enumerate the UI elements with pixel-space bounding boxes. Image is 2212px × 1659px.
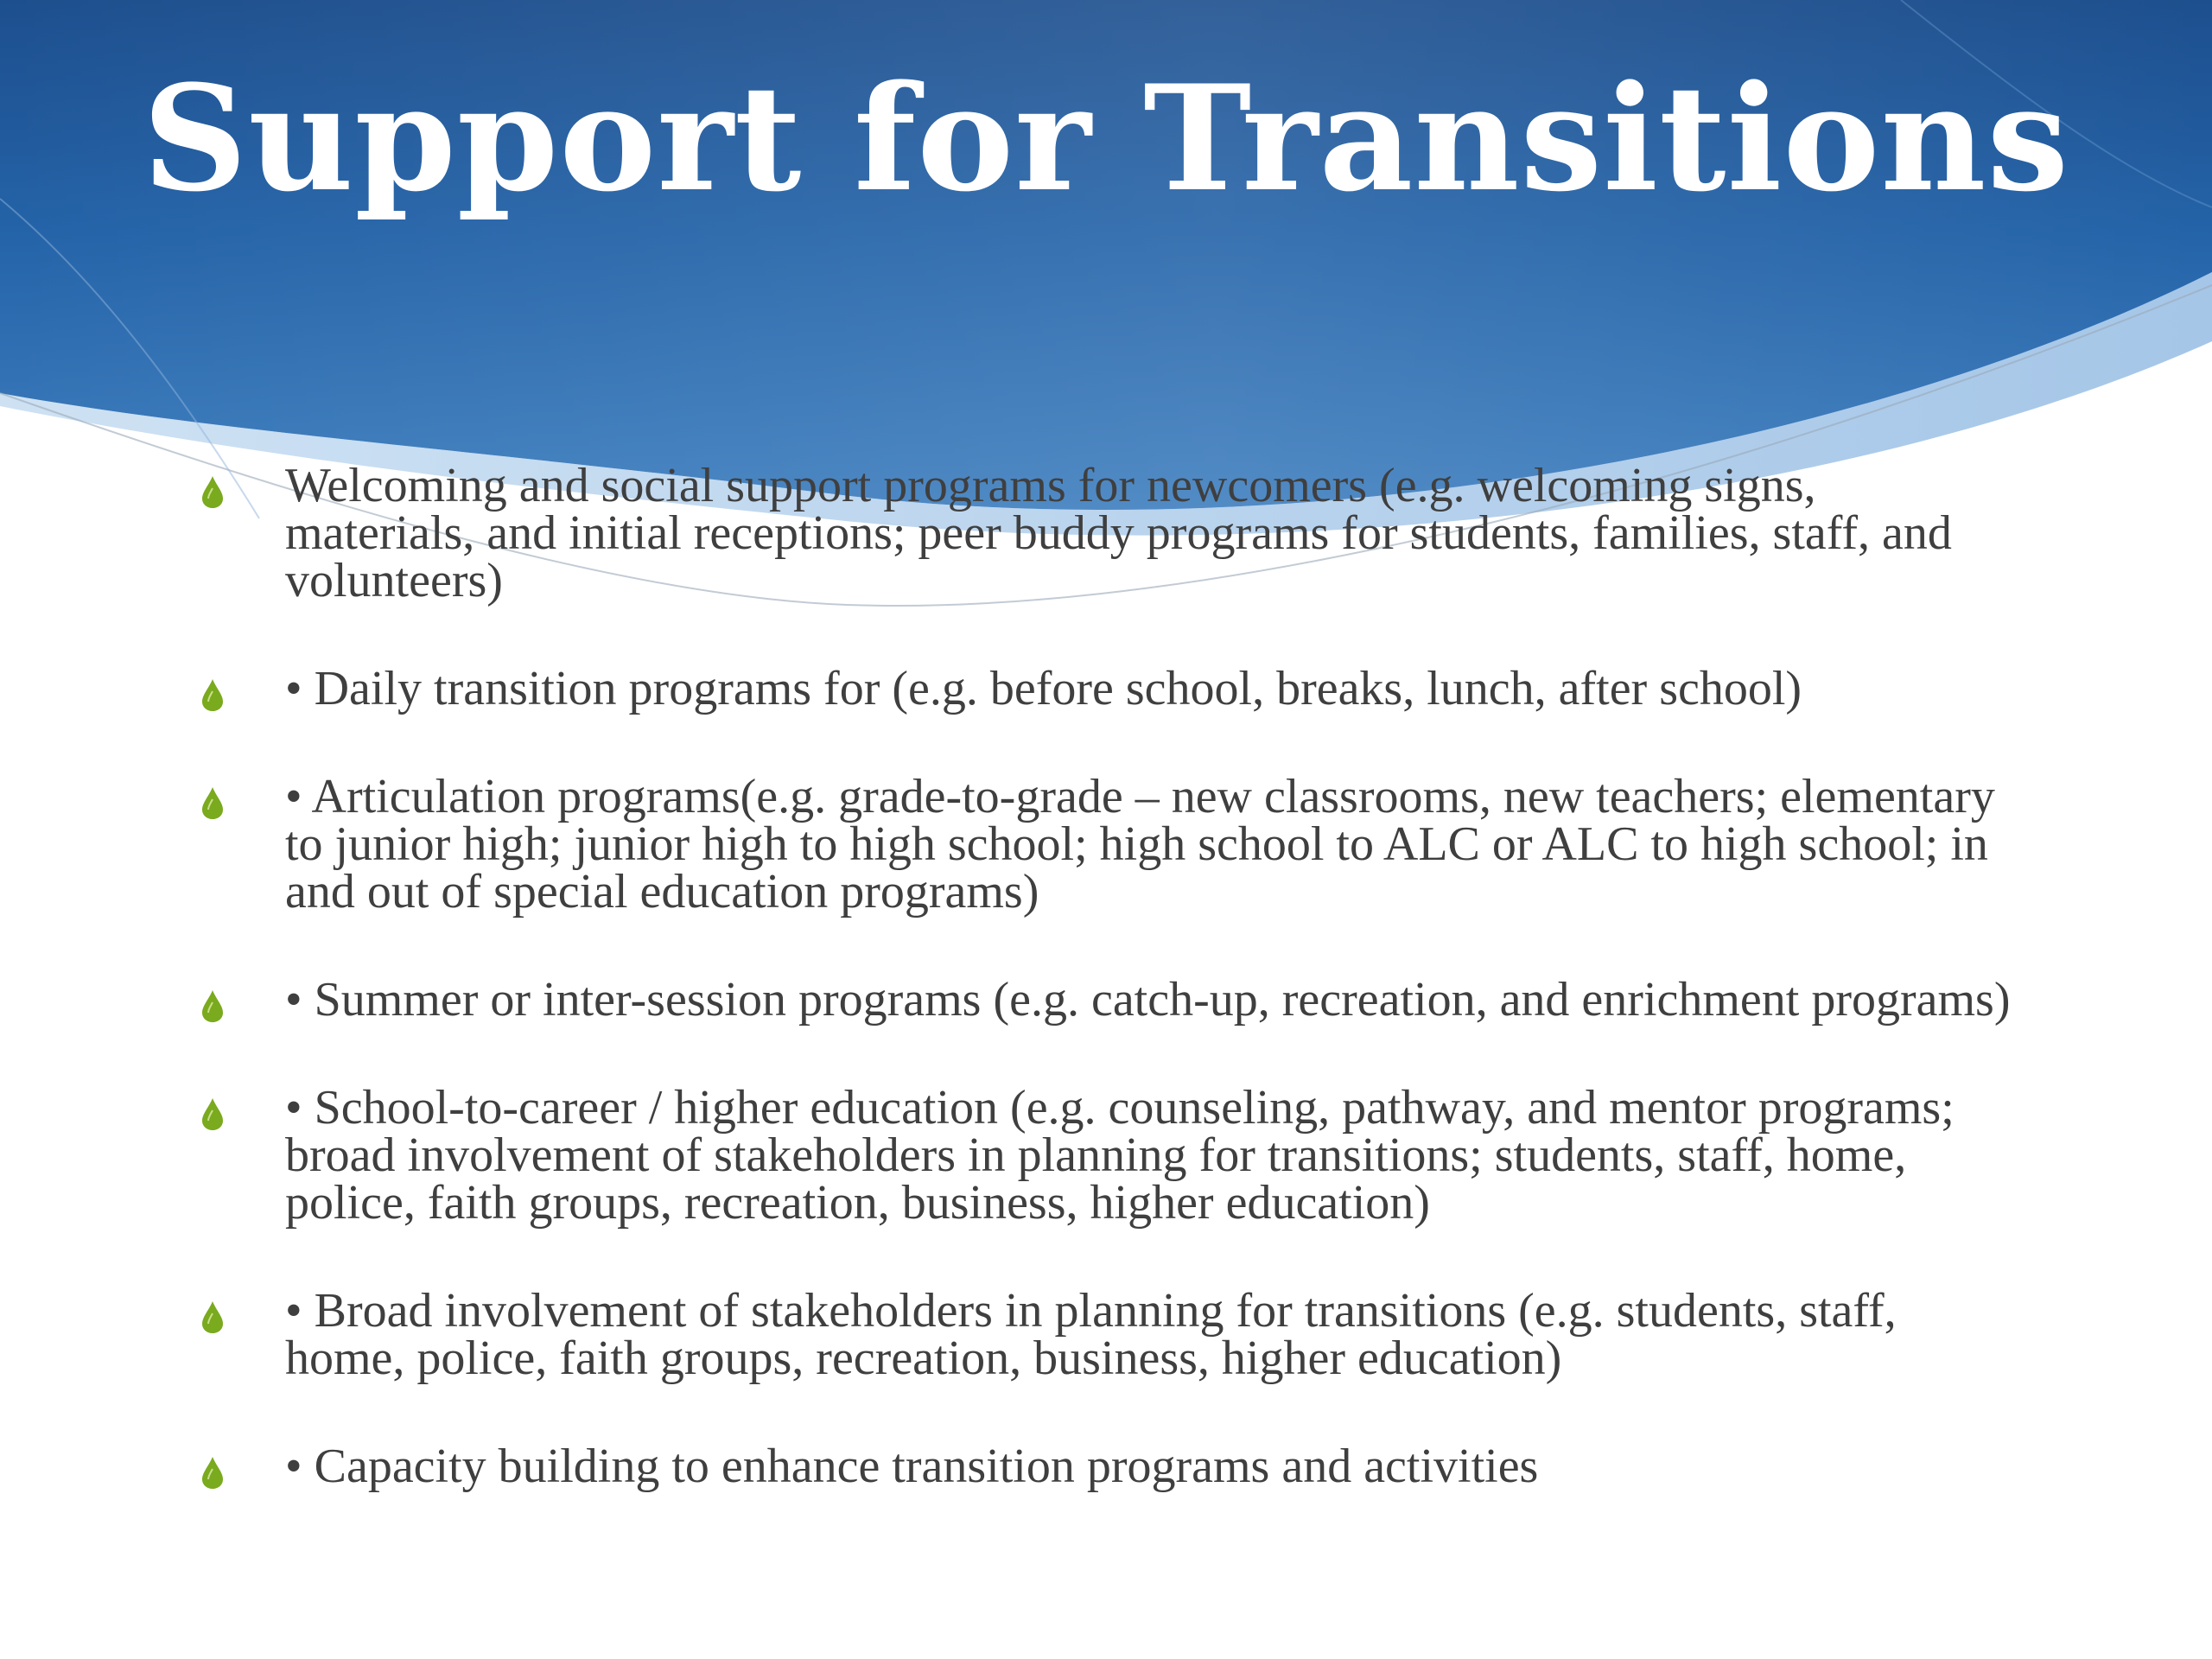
bullet-text: • Daily transition programs for (e.g. before school, breaks, lunch, after school) [285, 662, 1802, 715]
bullet-item [199, 662, 2013, 715]
bullet-item [199, 1081, 2013, 1230]
bullet-text: • Broad involvement of stakeholders in planning for transitions (e.g. students, staff, home, police, faith groups, recreation, business, higher education) [285, 1284, 1897, 1385]
leaf-drop-icon [199, 677, 226, 712]
leaf-drop-icon [199, 1455, 226, 1490]
bullet-item [199, 459, 2013, 607]
leaf-drop-icon [199, 1096, 226, 1131]
bullet-text: • Summer or inter-session programs (e.g. catch-up, recreation, and enrichment programs) [285, 973, 2011, 1027]
bullet-list [199, 459, 2013, 1493]
leaf-drop-icon [199, 785, 226, 820]
leaf-drop-icon [199, 988, 226, 1023]
bullet-item [199, 1284, 2013, 1385]
bullet-text: Welcoming and social support programs for newcomers (e.g. welcoming signs, materials, and initial receptions; peer buddy programs for students, families, staff, and volunteers) [285, 459, 1952, 607]
leaf-drop-icon [199, 1300, 226, 1334]
slide-title: Support for Transitions [142, 53, 2070, 224]
bullet-item [199, 1440, 2013, 1493]
bullet-text: • Capacity building to enhance transition programs and activities [285, 1440, 1539, 1493]
bullet-item [199, 973, 2013, 1027]
bullet-item [199, 770, 2013, 918]
leaf-drop-icon [199, 474, 226, 509]
bullet-text: • School-to-career / higher education (e.g. counseling, pathway, and mentor programs; broad involvement of stakeholders in planning for transitions; students, staff, home, police, faith groups, recreation, business, higher education) [285, 1081, 1955, 1230]
bullet-text: • Articulation programs(e.g. grade-to-grade – new classrooms, new teachers; elementary to junior high; junior high to high school; high school to ALC or ALC to high school; in and out of special education programs) [285, 770, 1995, 918]
